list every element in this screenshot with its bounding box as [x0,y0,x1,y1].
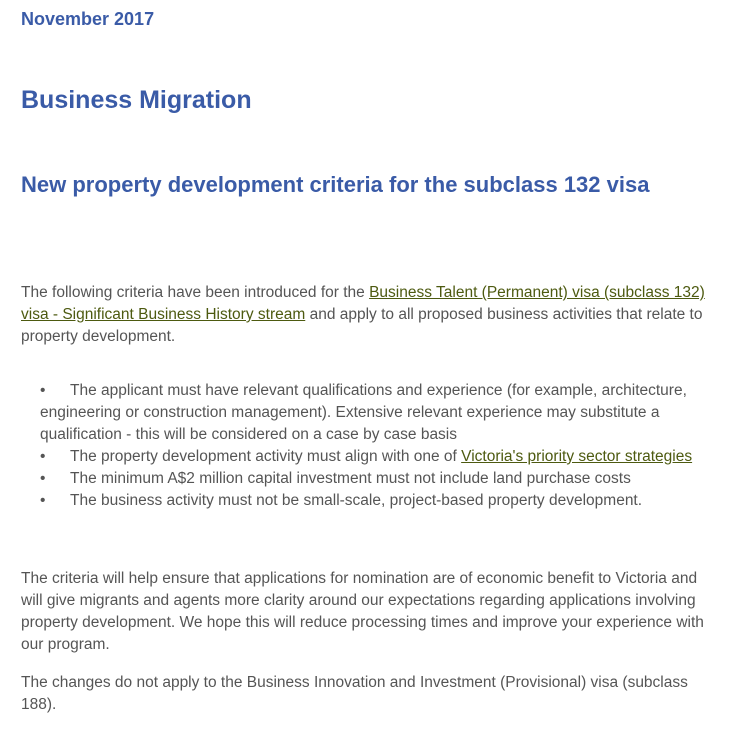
list-item-text: The business activity must not be small-scale, project-based property development. [70,492,643,509]
bullet-marker: • [40,448,46,465]
benefit-paragraph: The criteria will help ensure that applications for nomination are of economic benefit to Victoria and will give migrants and agents more clarity around our expectations regarding applications involving property development. We hope this will reduce processing times and improve your experience with our program. [21,570,704,653]
section-title: Business Migration [21,86,252,114]
list-item [40,380,720,446]
bullet-marker: • [40,492,46,509]
intro-text-before-link: The following criteria have been introduced for the [21,284,370,301]
list-item-text: The property development activity must align with one of [70,448,462,465]
list-item-text: The minimum A$2 million capital investment must not include land purchase costs [70,470,631,487]
list-item [40,446,720,468]
exclusion-paragraph: The changes do not apply to the Business Innovation and Investment (Provisional) visa (subclass 188). [21,674,688,713]
list-item [40,468,720,490]
priority-sector-strategies-link[interactable]: Victoria's priority sector strategies [461,448,693,465]
criteria-list [40,380,720,512]
intro-paragraph [21,282,716,348]
business-talent-visa-link[interactable]: Business Talent (Permanent) visa (subclass 132) visa - Significant Business History stream [21,284,705,323]
article-title: New property development criteria for the subclass 132 visa [21,172,650,197]
bullet-marker: • [40,382,46,399]
bullet-marker: • [40,470,46,487]
list-item [40,490,720,512]
intro-text-after-link: and apply to all proposed business activities that relate to property development. [21,306,703,345]
newsletter-date: November 2017 [21,9,155,29]
list-item-text: The applicant must have relevant qualifications and experience (for example, architecture, engineering or construction management). Extensive relevant experience may substitute a qualification - this will be considered on a case by case basis [40,382,687,443]
